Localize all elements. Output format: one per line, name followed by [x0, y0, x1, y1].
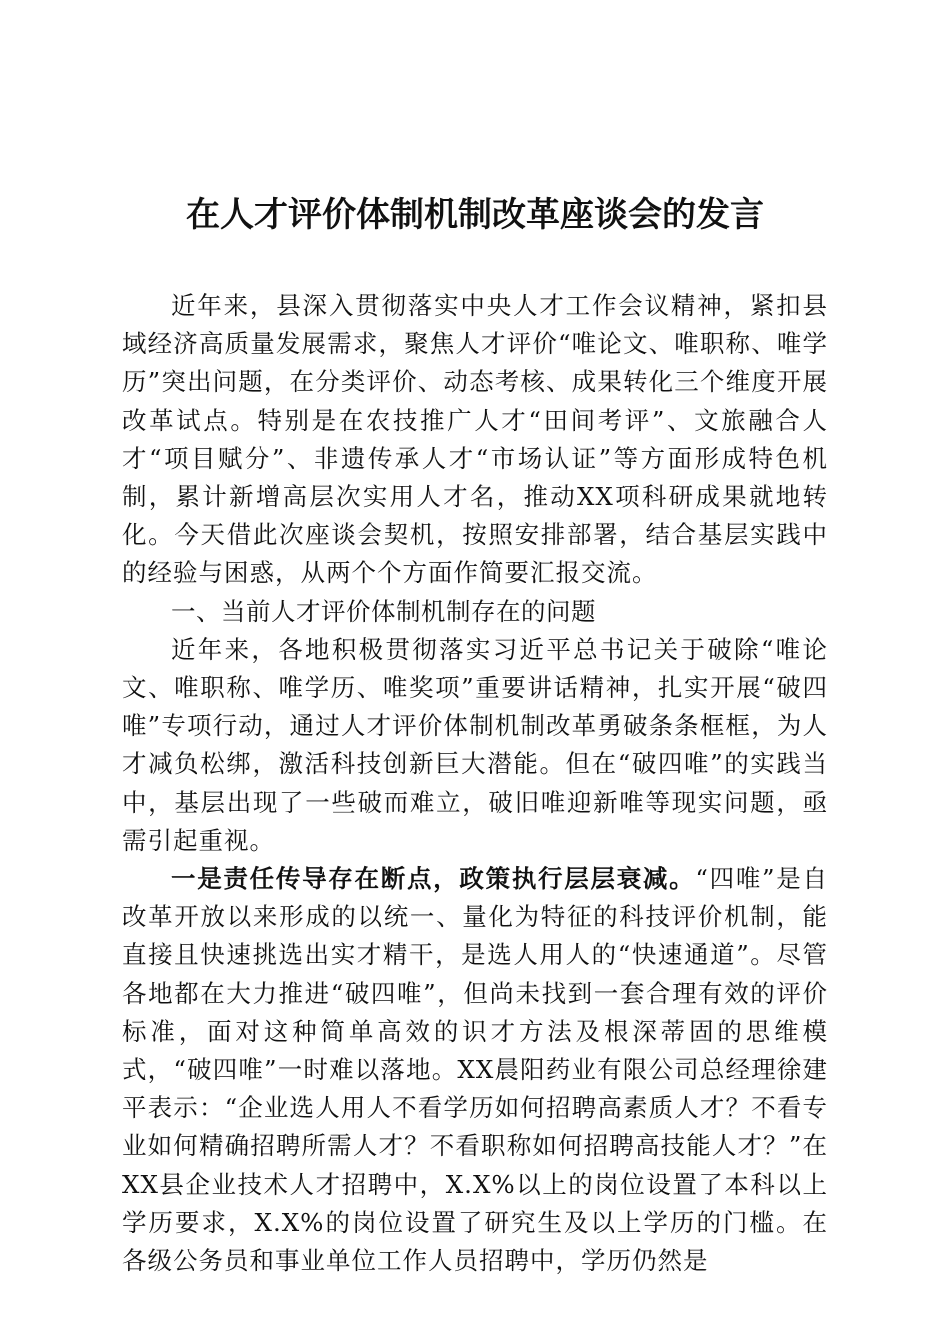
point-body-text: “四唯”是自改革开放以来形成的以统一、量化为特征的科技评价机制，能直接且快速挑选出实才精干，是选人用人的“快速通道”。尽管各地都在大力推进“破四唯”，但尚未找到一套合理有效的评价标准，面对这种简单高效的识才方法及根深蒂固的思维模式，“破四唯”一时难以落地。XX晨阳药业有限公司总经理徐建平表示：“企业选人用人不看学历如何招聘高素质人才？不看专业如何精确招聘所需人才？不看职称如何招聘高技能人才？”在XX县企业技术人才招聘中，X.X%以上的岗位设置了本科以上学历要求，X.X%的岗位设置了研究生及以上学历的门槛。在各级公务员和事业单位工作人员招聘中，学历仍然是 — [122, 864, 828, 1276]
section-paragraph: 近年来，各地积极贯彻落实习近平总书记关于破除“唯论文、唯职称、唯学历、唯奖项”重要讲话精神，扎实开展“破四唯”专项行动，通过人才评价体制机制改革勇破条条框框，为人才减负松绑，激活科技创新巨大潜能。但在“破四唯”的实践当中，基层出现了一些破而难立，破旧唯迎新唯等现实问题，亟需引起重视。 — [122, 634, 828, 855]
document-title: 在人才评价体制机制改革座谈会的发言 — [186, 195, 764, 235]
document-body — [122, 287, 828, 1280]
intro-paragraph: 近年来，县深入贯彻落实中央人才工作会议精神，紧扣县域经济高质量发展需求，聚焦人才评价“唯论文、唯职称、唯学历”突出问题，在分类评价、动态考核、成果转化三个维度开展改革试点。特别是在农技推广人才“田间考评”、文旅融合人才“项目赋分”、非遗传承人才“市场认证”等方面形成特色机制，累计新增高层次实用人才名，推动XX项科研成果就地转化。今天借此次座谈会契机，按照安排部署，结合基层实践中的经验与困惑，从两个个方面作简要汇报交流。 — [122, 291, 828, 588]
section-heading: 一、当前人才评价体制机制存在的问题 — [171, 596, 596, 626]
point-lead-sentence: 一是责任传导存在断点，政策执行层层衰减。 — [171, 864, 696, 894]
point-paragraph — [122, 860, 828, 1280]
